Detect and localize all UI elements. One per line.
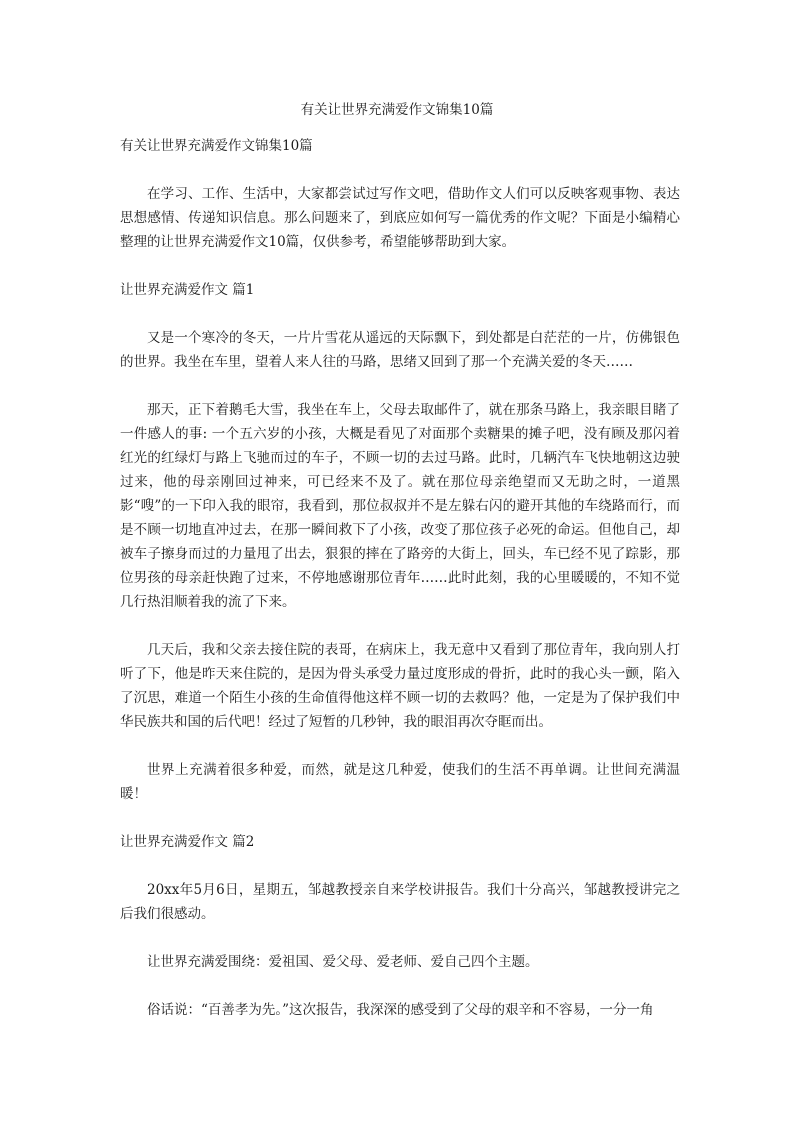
section-2-paragraph: 让世界充满爱围绕：爱祖国、爱父母、爱老师、爱自己四个主题。 [147, 954, 539, 970]
section-1-heading: 让世界充满爱作文 篇1 [120, 282, 255, 298]
intro-paragraph: 在学习、工作、生活中，大家都尝试过写作文吧，借助作文人们可以反映客观事物、表达思想感情、传递知识信息。那么问题来了，到底应如何写一篇优秀的作文呢？下面是小编精心整理的让世界充满爱作文10篇，仅供参考，希望能够帮助到大家。 [120, 186, 680, 250]
section-1-paragraph: 世界上充满着很多种爱，而然，就是这几种爱，使我们的生活不再单调。让世间充满温暖！ [120, 762, 680, 802]
section-1-paragraph: 又是一个寒冷的冬天，一片片雪花从遥远的天际飘下，到处都是白茫茫的一片，仿佛银色的世界。我坐在车里，望着人来人往的马路，思绪又回到了那一个充满关爱的冬天…… [120, 330, 680, 370]
document-title: 有关让世界充满爱作文锦集10篇 [300, 102, 494, 118]
section-1-paragraph: 那天，正下着鹅毛大雪，我坐在车上，父母去取邮件了，就在那条马路上，我亲眼目睹了一件感人的事: 一个五六岁的小孩，大概是看见了对面那个卖糖果的摊子吧，没有顾及那闪着红光的红绿灯与路上飞驰而过的车子，不顾一切的去过马路。此时，几辆汽车飞快地朝这边驶过来，他的母亲刚回过神来，可已经来不及了。就在那位母亲绝望而又无助之时，一道黑影“嗖”的一下印入我的眼帘，我看到，那位叔叔并不是左躲右闪的避开其他的车绕路而行，而是不顾一切地直冲过去，在那一瞬间救下了小孩，改变了那位孩子必死的命运。但他自己，却被车子擦身而过的力量甩了出去，狠狠的摔在了路旁的大街上，回头，车已经不见了踪影，那位男孩的母亲赶快跑了过来，不停地感谢那位青年……此时此刻，我的心里暖暖的，不知不觉几行热泪顺着我的流了下来。 [120, 402, 680, 610]
section-2-paragraph: 20xx年5月6日，星期五，邹越教授亲自来学校讲报告。我们十分高兴，邹越教授讲完之后我们很感动。 [120, 882, 680, 922]
document-body [120, 134, 680, 1046]
document-subtitle: 有关让世界充满爱作文锦集10篇 [120, 138, 313, 154]
section-2-paragraph: 俗话说：“百善孝为先。”这次报告，我深深的感受到了父母的艰辛和不容易，一分一角 [147, 1002, 654, 1018]
section-1-paragraph: 几天后，我和父亲去接住院的表哥，在病床上，我无意中又看到了那位青年，我向别人打听了下，他是昨天来住院的，是因为骨头承受力量过度形成的骨折，此时的我心头一颤，陷入了沉思，难道一个陌生小孩的生命值得他这样不顾一切的去救吗？他，一定是为了保护我们中华民族共和国的后代吧！经过了短暂的几秒钟，我的眼泪再次夺眶而出。 [120, 642, 680, 730]
section-2-heading: 让世界充满爱作文 篇2 [120, 834, 255, 850]
